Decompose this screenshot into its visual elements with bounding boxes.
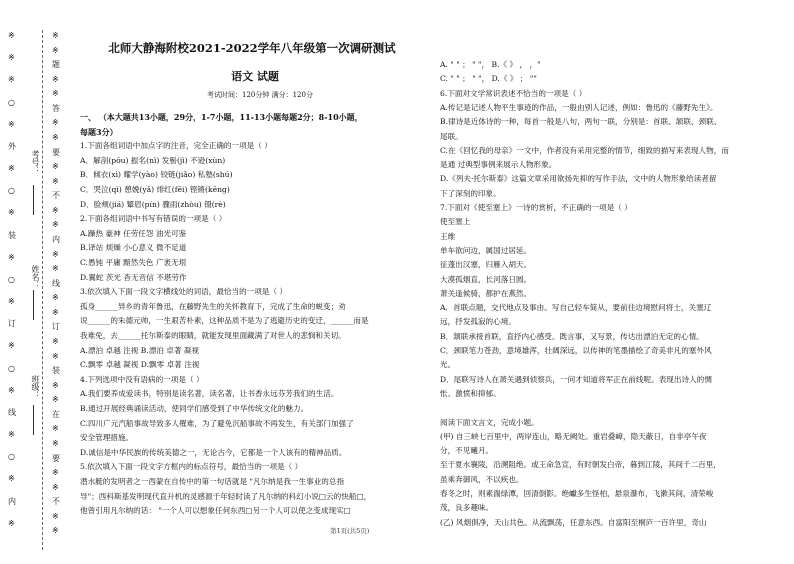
left-text-line: C.愚钝 平庸 黯然失色 广袤无垠 <box>80 258 187 267</box>
right-text-line: 远，抒发孤寂的心境。 <box>440 317 516 327</box>
right-text-line: 是通 过典型事例来展示人物形象。 <box>440 160 557 170</box>
binding-outer-word: ○ <box>8 186 15 196</box>
exam-title: 北师大静海附校2021-2022学年八年级第一次调研测试 <box>108 41 396 55</box>
right-text-line: 阅读下面文言文，完成小题。 <box>440 417 539 427</box>
exam-info: 考试时间：120分钟 满分：120分 <box>207 91 313 99</box>
binding-word: 在 <box>52 409 60 419</box>
right-text-line: A．首联点题，交代地点及事由。写自己轻车简从，要前往边境慰问将士，关塞辽 <box>440 303 712 313</box>
class-blank[interactable] <box>33 405 34 435</box>
binding-word: ※ <box>52 162 59 172</box>
binding-word: 答 <box>52 103 60 113</box>
binding-outer-word: 装 <box>8 230 16 240</box>
binding-word: ※ <box>52 176 59 186</box>
binding-outer-word: ※ <box>8 208 15 218</box>
binding-outer-word: ※ <box>8 474 15 484</box>
binding-outer-word: ※ <box>8 430 15 440</box>
binding-word: ※ <box>52 511 59 521</box>
binding-outer-word: ○ <box>8 274 15 284</box>
right-text-line: 光。 <box>440 360 456 370</box>
binding-outer-word: ※ <box>8 297 15 307</box>
binding-outer-word: ※ <box>8 385 15 395</box>
right-text-line: 征蓬出汉塞，归雁入胡天。 <box>440 260 532 270</box>
right-text-line: 单车欲问边，属国过居延。 <box>440 245 532 255</box>
binding-word: ※ <box>52 351 59 361</box>
binding-word: ※ <box>52 31 59 40</box>
binding-outer-word: ○ <box>8 97 15 107</box>
left-text-line: 4.下列选项中没有语病的一项是（ ） <box>80 374 204 384</box>
binding-word: ※ <box>52 220 59 230</box>
right-text-line: D．尾联写诗人在萧关遇到侦察兵，一问才知道将军正在前线呢。表现出诗人的惆 <box>440 374 712 384</box>
binding-outer-word: ※ <box>8 164 15 174</box>
exam-number-blank[interactable] <box>33 185 34 215</box>
right-text-line: 至于夏水襄陵，沿溯阻绝。或王命急宣，有时朝发白帝，暮到江陵，其间千二百里， <box>440 460 721 470</box>
right-text-line: 王维 <box>440 231 456 241</box>
right-text-line: C．颈联笔力苍劲，意境雄浑，壮阔深远，以传神的笔墨描绘了奇美非凡的塞外风 <box>440 346 712 355</box>
left-text-line: 一、 （本大题共13小题，29分，1-7小题，11-13小题每题2分；8-10小题， <box>80 112 363 122</box>
left-text-line: C.四川广元汽船事故导致多人罹难，为了避免沉船事故不再发生，有关部门加强了 <box>80 418 354 428</box>
binding-outer-word: 外 <box>8 141 16 151</box>
binding-word: ※ <box>52 526 59 536</box>
left-text-line: 2.下面各组词语中书写有错误的一项是（ ） <box>80 214 227 224</box>
left-text-line: B.译站 烦燥 小心意义 微不足道 <box>80 243 187 253</box>
binding-word: ※ <box>52 395 59 405</box>
binding-word: ※ <box>52 205 59 215</box>
left-text-line: B．倾衣(xì) 耀学(yào) 铰链(jiǎo) 私塾(shú) <box>80 170 233 180</box>
left-text-line: A.漂泊 卓越 注视 B.漂泊 卓著 凝视 <box>80 345 200 355</box>
left-text-line: 5.依次填入下面一段文字方框内的标点符号，最恰当的一项是（ ） <box>80 462 303 472</box>
binding-word: ※ <box>52 133 59 142</box>
right-text-line: 怅、激愤和抑郁。 <box>440 388 501 398</box>
left-text-line: C.飘零 卓越 凝视 D.飘零 卓著 注视 <box>80 360 200 370</box>
binding-outer-word: ※ <box>8 341 15 351</box>
binding-outer-word: 内 <box>8 496 16 506</box>
binding-word: 要 <box>52 453 60 463</box>
right-text-line: 使至塞上 <box>440 217 471 227</box>
binding-word: 要 <box>52 147 60 157</box>
right-text-line: A.传记是记述人物平生事迹的作品，一般由别人记述，例如：鲁迅的《藤野先生》。 <box>440 102 718 112</box>
binding-word: ※ <box>52 118 59 128</box>
binding-word: ※ <box>52 264 59 274</box>
binding-word: ※ <box>52 45 59 55</box>
right-text-line: C.在《回忆我的母亲》一文中，作者没有采用完整的情节，细致的描写来表现人物，而 <box>440 145 729 155</box>
binding-word: ※ <box>52 380 59 390</box>
right-text-line: 6.下面对文学常识表述不恰当的一项是（ ） <box>440 88 587 98</box>
binding-outer-word: 订 <box>8 319 16 329</box>
right-text-line: (甲) 自三峡七百里中，两岸连山，略无阙处。重岩叠嶂，隐天蔽日，自非亭午夜 <box>440 431 707 441</box>
subject-title: 语文 试题 <box>231 70 279 83</box>
binding-outer-word: ※ <box>8 75 15 85</box>
binding-word: ※ <box>52 293 59 303</box>
left-text-line: 潜水艇的发明者之一西蒙在自传中的第一句话就是 "凡尔纳是我一生事业的总指 <box>80 477 345 486</box>
right-text-line: D.《列夫·托尔斯泰》这篇文章采用欲扬先抑的写作手法，文中的人物形象给读者留 <box>440 174 717 184</box>
right-text-line: 春冬之时，则素湍绿潭，回清倒影。绝巘多生怪柏，悬泉瀑布，飞漱其间，清荣峻 <box>440 489 714 498</box>
binding-outer-word: ※ <box>8 252 15 262</box>
name-blank[interactable] <box>33 290 34 320</box>
left-text-line: D.翼蛇 茨光 杳无音信 不堪劳作 <box>80 272 187 282</box>
left-text-line: 每题3分） <box>80 126 118 137</box>
left-text-line: 他曾引用凡尔纳的话： "一个人可以想象任何东西□另一个人可以使之变成现实□ <box>80 506 351 516</box>
binding-outer-word: ○ <box>8 363 15 373</box>
binding-word: ※ <box>52 439 59 448</box>
binding-word: ※ <box>52 307 59 317</box>
binding-word: 内 <box>52 235 60 244</box>
binding-outer-word: ※ <box>8 53 15 63</box>
binding-line <box>42 30 43 550</box>
left-text-line: A．解剖(pōu) 振名(nì) 发髻(jì) 不逊(xùn) <box>80 155 226 165</box>
binding-outer-word: ※ <box>8 518 15 528</box>
right-text-line: 7.下面对《使至塞上》一诗的赏析，不正确的一项是（ ） <box>440 203 632 212</box>
left-text-line: A.躁热 豪神 任劳任怨 油光可鉴 <box>80 228 187 238</box>
binding-word: ※ <box>52 482 59 492</box>
binding-word: ※ <box>52 249 59 259</box>
right-text-line: 分，不见曦月。 <box>440 446 494 456</box>
right-text-line: (乙) 风烟俱净，天山共色。从流飘荡，任意东西。自富阳至桐庐一百许里，奇山 <box>440 517 707 527</box>
right-text-line: 茂，良多趣味。 <box>440 503 494 513</box>
left-text-line: 孤身______异乡的青年鲁迅，在藤野先生的关怀教育下，完成了生命的蜕变；劝 <box>80 301 346 311</box>
right-text-line: 萧关逢候骑，都护在燕然。 <box>440 288 532 298</box>
right-text-line: 虽乘奔御风，不以疾也。 <box>440 474 524 484</box>
class-label: 班级： <box>31 375 40 399</box>
binding-word: ※ <box>52 468 59 478</box>
left-text-line: D.诚信是中华民族的传统美德之一，无论古今，它都是一个人该有的精神品质。 <box>80 447 347 457</box>
binding-margin <box>0 0 70 564</box>
left-text-line: 3.依次填入下面一段文字横线处的词语，最恰当的一项是（ ） <box>80 287 288 297</box>
right-text-line: B.律诗是近体诗的一种，每首一般是八句，两句一联，分别是：首联、颔联、颈联、 <box>440 117 722 127</box>
right-text-line: B．颔联承接首联，直抒内心感受。既言事，又写景，传达出漂泊无定的心情。 <box>440 331 704 341</box>
binding-outer-word: ※ <box>8 31 15 40</box>
binding-outer-word: 线 <box>8 407 16 417</box>
binding-word: ※ <box>52 424 59 434</box>
binding-word: ※ <box>52 89 59 99</box>
binding-word: 题 <box>52 60 60 70</box>
binding-word: 不 <box>52 497 60 507</box>
page-footer: 第1页(共5页) <box>330 527 370 535</box>
left-text-line: 安全管理措施。 <box>80 433 134 443</box>
right-text-line: A. " " ； " "， B.《 》 ， ，" <box>440 60 541 69</box>
right-text-line: 尾联。 <box>440 131 463 141</box>
left-text-line: 导"；西科斯基发明现代直升机的灵感源于年轻时读了凡尔纳的科幻小说□云的快船□， <box>80 491 372 501</box>
exam-number-label: 考号： <box>31 150 40 174</box>
binding-word: 装 <box>52 366 60 376</box>
left-text-line: A.我们要养成爱读书，特别是读名著，读名著，让书香永远芬芳我们的生活。 <box>80 389 339 399</box>
right-text-line: 大漠孤烟直，长河落日圆。 <box>440 274 532 284</box>
binding-word: ※ <box>52 74 59 84</box>
left-text-line: 我难免，去______托尔斯泰的眼睛，就能发现里面藏满了对世人的悲悯和关切。 <box>80 331 346 340</box>
left-text-line: 说______的朱德元帅，一生艰苦朴素，这种品质不是为了逃避历史的变迁，______而是 <box>80 316 369 326</box>
right-text-line: 下了深刻的印象。 <box>440 188 501 198</box>
binding-outer-word: ※ <box>8 119 15 129</box>
binding-word: 线 <box>52 278 60 288</box>
left-text-line: C．哭泣(qì) 憩娩(yǎ) 绯红(fēi) 铿锵(kēng) <box>80 185 230 194</box>
right-text-line: C. " " ； " "， D.《 》 ； "" <box>440 74 537 84</box>
name-label: 姓名： <box>31 265 40 289</box>
left-text-line: 1.下面各组词语中加点字的注音，完全正确的一项是（ ） <box>80 141 272 151</box>
left-text-line: D．脸颊(jiá) 颦眉(pín) 骤雨(zhòu) 镊(rè) <box>80 199 226 209</box>
binding-word: ※ <box>52 337 59 346</box>
binding-outer-word: ○ <box>8 452 15 462</box>
binding-word: 订 <box>52 322 60 332</box>
left-text-line: B.通过开展经典诵读活动，使同学们感受到了中华传统文化的魅力。 <box>80 404 309 413</box>
binding-word: 不 <box>52 191 60 201</box>
